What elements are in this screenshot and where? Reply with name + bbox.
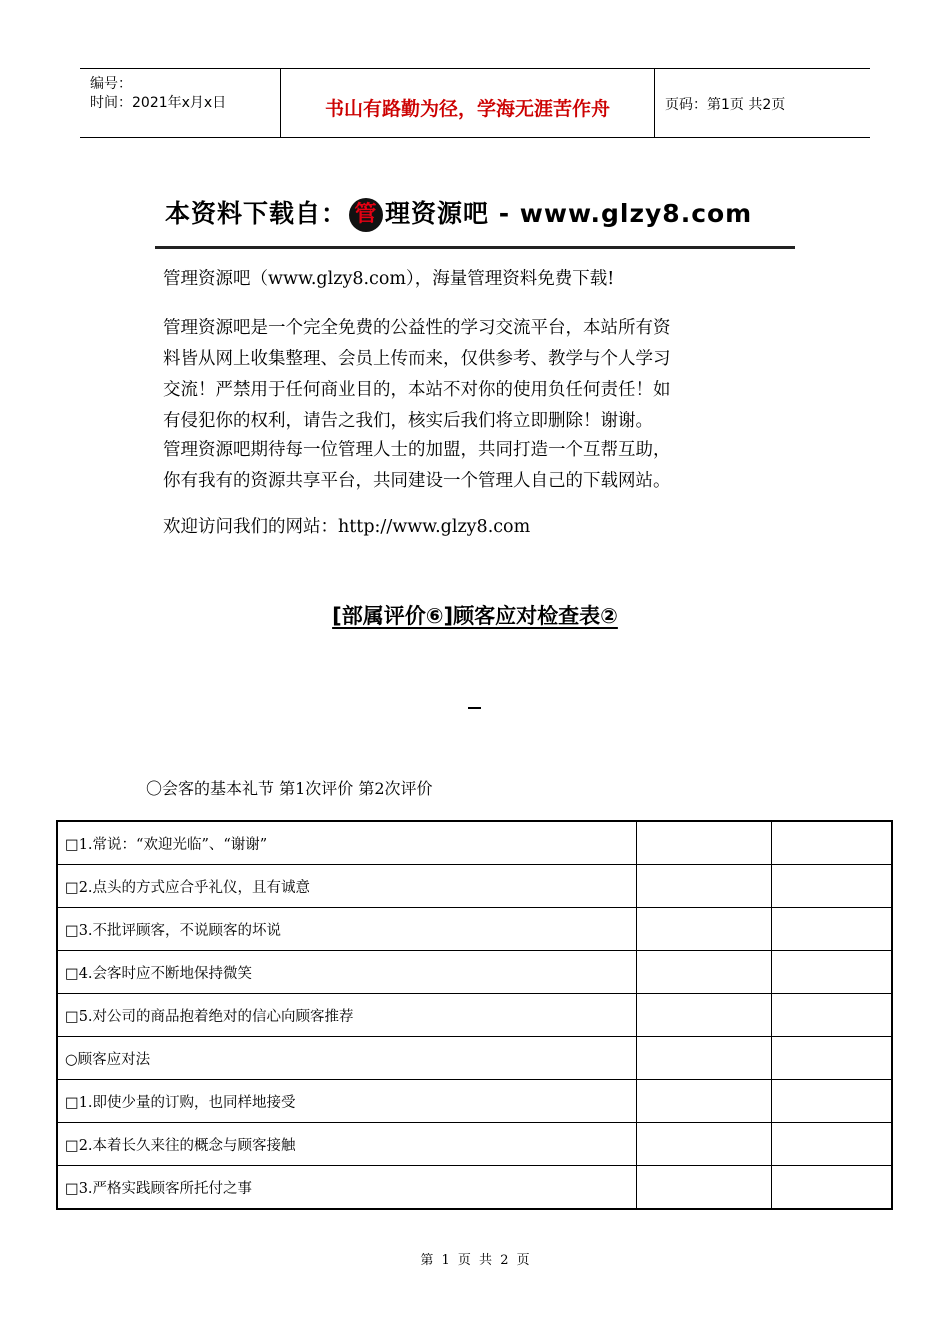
checklist-item: □4.会客时应不断地保持微笑 [57, 951, 636, 994]
table-row [57, 821, 892, 865]
second-evaluation-cell[interactable] [772, 951, 892, 994]
first-evaluation-cell[interactable] [636, 1037, 772, 1080]
notice-line-1: 管理资源吧（www.glzy8.com），海量管理资料免费下载! [163, 269, 615, 289]
first-evaluation-cell[interactable] [636, 821, 772, 865]
checklist-section-heading: ○顾客应对法 [57, 1037, 636, 1080]
dash-mark [468, 707, 481, 709]
notice-p2-line: 交流！严禁用于任何商业目的，本站不对你的使用负任何责任！如 [163, 380, 671, 400]
second-evaluation-cell[interactable] [772, 1080, 892, 1123]
second-evaluation-cell[interactable] [772, 1166, 892, 1210]
page-info: 页码：第1页 共2页 [665, 97, 786, 113]
table-row [57, 1166, 892, 1210]
table-row [57, 865, 892, 908]
checklist-item: □2.点头的方式应合乎礼仪，且有诚意 [57, 865, 636, 908]
banner-site-name: 理资源吧 - www.glzy8.com [385, 199, 753, 228]
notice-p2-line: 有侵犯你的权利，请告之我们，核实后我们将立即删除！谢谢。 [163, 411, 653, 431]
first-evaluation-cell[interactable] [636, 1123, 772, 1166]
table-row [57, 1123, 892, 1166]
banner-divider [155, 246, 795, 249]
table-row [57, 1037, 892, 1080]
notice-paragraph-2 [163, 313, 671, 437]
notice-p3-line: 管理资源吧期待每一位管理人士的加盟，共同打造一个互帮互助， [163, 440, 671, 460]
notice-paragraph-3 [163, 435, 671, 497]
checklist-item: □5.对公司的商品抱着绝对的信心向顾客推荐 [57, 994, 636, 1037]
time-label: 时间：2021年x月x日 [90, 95, 227, 111]
checklist-item: □1.即使少量的订购，也同样地接受 [57, 1080, 636, 1123]
header-page-cell [655, 69, 870, 137]
header-table [80, 68, 870, 138]
download-banner [155, 188, 795, 250]
first-evaluation-cell[interactable] [636, 1166, 772, 1210]
table-row [57, 908, 892, 951]
document-title: [部属评价⑥]顾客应对检查表② [332, 604, 618, 628]
checklist-item: □3.严格实践顾客所托付之事 [57, 1166, 636, 1210]
table-row [57, 994, 892, 1037]
motto: 书山有路勤为径，学海无涯苦作舟 [324, 98, 610, 120]
header-info-cell [80, 69, 281, 137]
checklist-table [56, 820, 893, 1210]
banner-title [165, 194, 752, 232]
table-row [57, 951, 892, 994]
second-evaluation-cell[interactable] [772, 1123, 892, 1166]
section-header: 〇会客的基本礼节 第1次评价 第2次评价 [146, 779, 433, 798]
first-evaluation-cell[interactable] [636, 951, 772, 994]
second-evaluation-cell[interactable] [772, 1037, 892, 1080]
page-footer: 第 1 页 共 2 页 [420, 1253, 530, 1268]
first-evaluation-cell[interactable] [636, 908, 772, 951]
checklist-item: □1.常说：“欢迎光临”、“谢谢” [57, 821, 636, 865]
notice-p2-line: 管理资源吧是一个完全免费的公益性的学习交流平台，本站所有资 [163, 318, 671, 338]
second-evaluation-cell[interactable] [772, 994, 892, 1037]
site-logo-icon: 管 [349, 198, 383, 232]
table-row [57, 1080, 892, 1123]
second-evaluation-cell[interactable] [772, 908, 892, 951]
notice-p2-line: 料皆从网上收集整理、会员上传而来，仅供参考、教学与个人学习 [163, 349, 671, 369]
first-evaluation-cell[interactable] [636, 994, 772, 1037]
notice-visit-line: 欢迎访问我们的网站：http://www.glzy8.com [163, 517, 531, 537]
notice-p3-line: 你有我有的资源共享平台，共同建设一个管理人自己的下载网站。 [163, 471, 671, 491]
header-motto-cell [281, 69, 655, 137]
first-evaluation-cell[interactable] [636, 1080, 772, 1123]
number-label: 编号： [90, 76, 132, 92]
first-evaluation-cell[interactable] [636, 865, 772, 908]
checklist-item: □2.本着长久来往的概念与顾客接触 [57, 1123, 636, 1166]
banner-prefix: 本资料下载自： [165, 199, 348, 228]
second-evaluation-cell[interactable] [772, 865, 892, 908]
second-evaluation-cell[interactable] [772, 821, 892, 865]
checklist-item: □3.不批评顾客，不说顾客的坏说 [57, 908, 636, 951]
